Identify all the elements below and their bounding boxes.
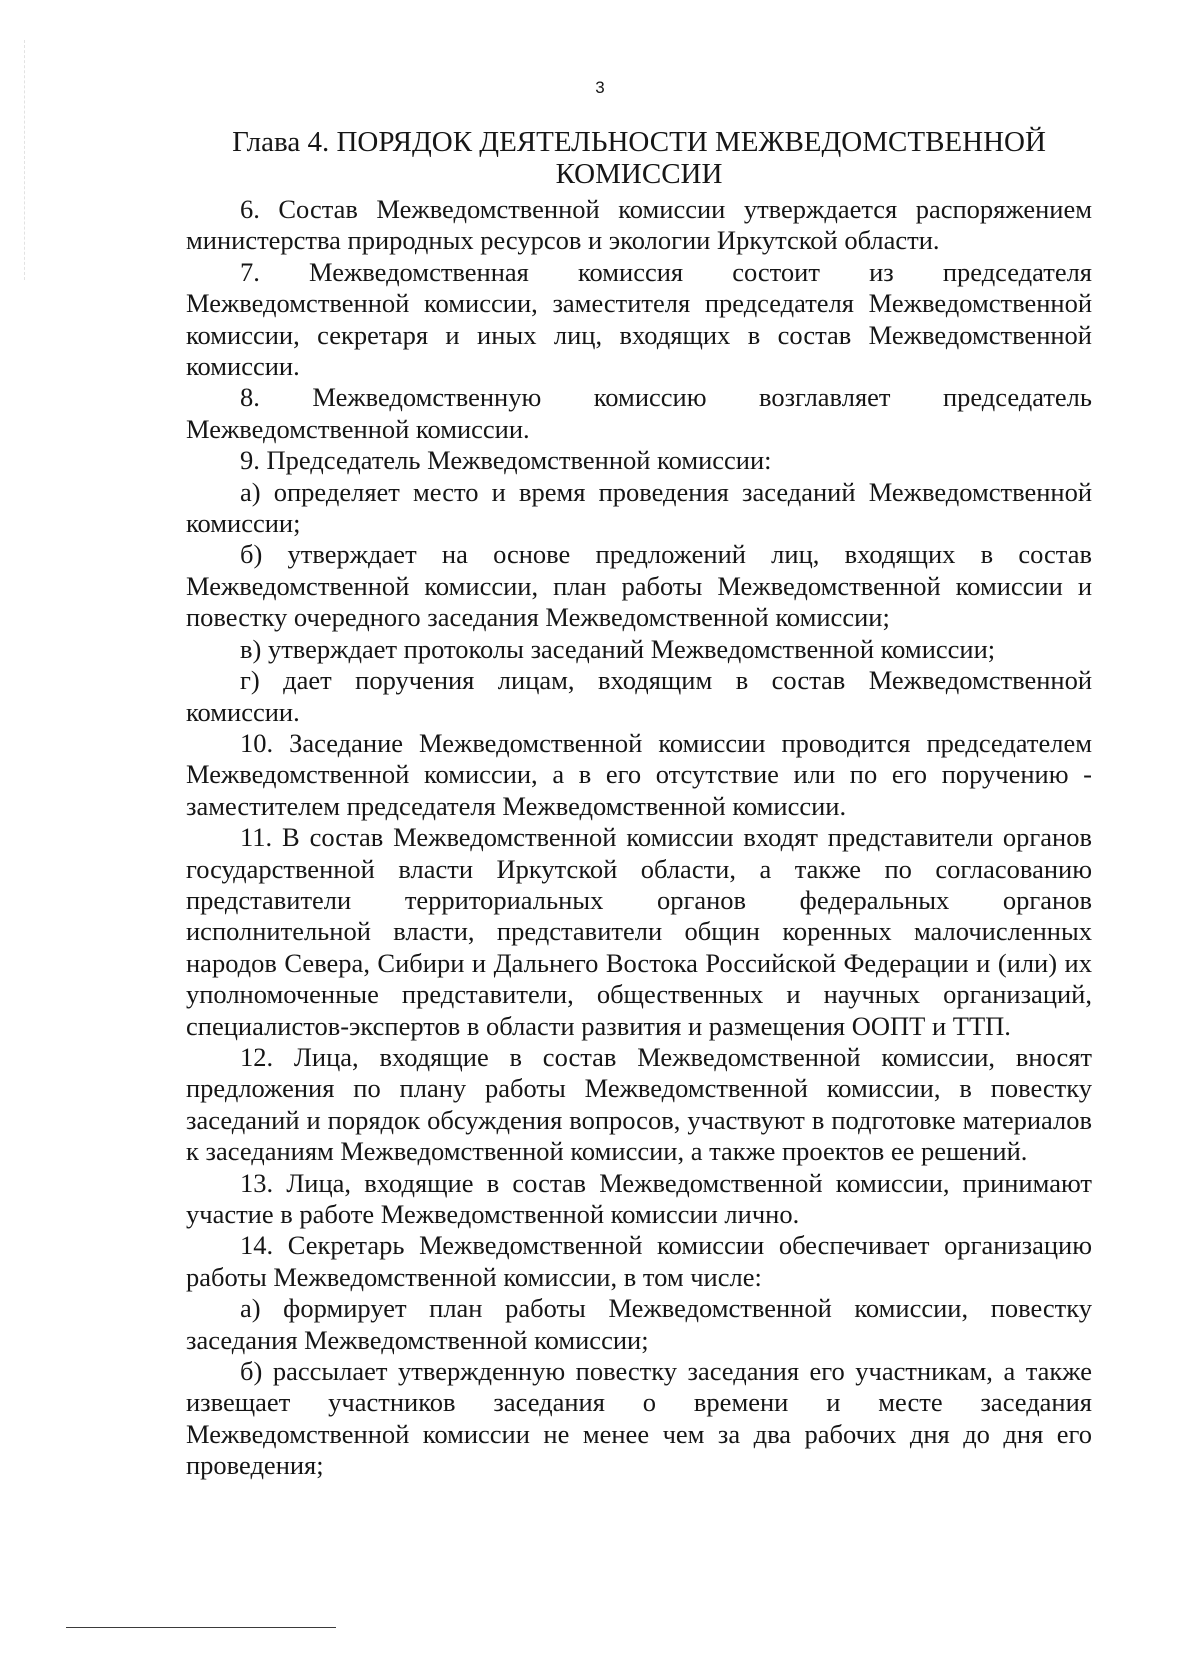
paragraph-13: 13. Лица, входящие в состав Межведомственной комиссии, принимают участие в работе Межведомственной комиссии лично.	[186, 1167, 1092, 1229]
chapter-title-line-2: КОМИССИИ	[555, 158, 723, 190]
paragraph-9: 9. Председатель Межведомственной комиссии:	[240, 445, 772, 476]
paragraph-11: 11. В состав Межведомственной комиссии входят представители органов государственной власти Иркутской области, а также по согласованию представители территориальных органов федеральных органов исполнительной власти, представители общин коренных малочисленных народов Севера, Сибири и Дальнего Востока Российской Федерации и (или) их уполномоченные представители, общественных и научных организаций, специалистов-экспертов в области развития и размещения ООПТ и ТТП.	[186, 822, 1092, 1041]
scan-edge-mark	[24, 40, 26, 280]
paragraph-14-item-a: а) формирует план работы Межведомственной комиссии, повестку заседания Межведомственной комиссии;	[186, 1293, 1092, 1355]
chapter-title	[186, 126, 1092, 190]
paragraph-7: 7. Межведомственная комиссия состоит из председателя Межведомственной комиссии, заместителя председателя Межведомственной комиссии, секретаря и иных лиц, входящих в состав Межведомственной комиссии.	[186, 256, 1092, 382]
paragraph-9-item-a: а) определяет место и время проведения заседаний Межведомственной комиссии;	[186, 476, 1092, 539]
page-number: 3	[595, 78, 605, 97]
paragraph-14: 14. Секретарь Межведомственной комиссии обеспечивает организацию работы Межведомственной комиссии, в том числе:	[186, 1230, 1092, 1292]
paragraph-9-item-g: г) дает поручения лицам, входящим в состав Межведомственной комиссии.	[186, 665, 1092, 727]
paragraph-12: 12. Лица, входящие в состав Межведомственной комиссии, вносят предложения по плану работы Межведомственной комиссии, в повестку заседаний и порядок обсуждения вопросов, участвуют в подготовке материалов к заседаниям Межведомственной комиссии, а также проектов ее решений.	[186, 1041, 1092, 1167]
paragraph-6: 6. Состав Межведомственной комиссии утверждается распоряжением министерства природных ресурсов и экологии Иркутской области.	[186, 194, 1092, 256]
document-body	[186, 194, 1092, 1482]
paragraph-9-item-b: б) утверждает на основе предложений лиц, входящих в состав Межведомственной комиссии, план работы Межведомственной комиссии и повестку очередного заседания Межведомственной комиссии;	[186, 539, 1092, 633]
paragraph-14-item-b: б) рассылает утвержденную повестку заседания его участникам, а также извещает участников заседания о времени и месте заседания Межведомственной комиссии не менее чем за два рабочих дня до дня его проведения;	[186, 1356, 1092, 1481]
paragraph-10: 10. Заседание Межведомственной комиссии проводится председателем Межведомственной комиссии, а в его отсутствие или по его поручению - заместителем председателя Межведомственной комиссии.	[186, 727, 1092, 821]
footnote-rule	[66, 1627, 336, 1628]
paragraph-8: 8. Межведомственную комиссию возглавляет председатель Межведомственной комиссии.	[186, 382, 1092, 444]
chapter-title-line-1: Глава 4. ПОРЯДОК ДЕЯТЕЛЬНОСТИ МЕЖВЕДОМСТВЕННОЙ	[232, 126, 1046, 158]
paragraph-9-item-v: в) утверждает протоколы заседаний Межведомственной комиссии;	[240, 633, 996, 664]
